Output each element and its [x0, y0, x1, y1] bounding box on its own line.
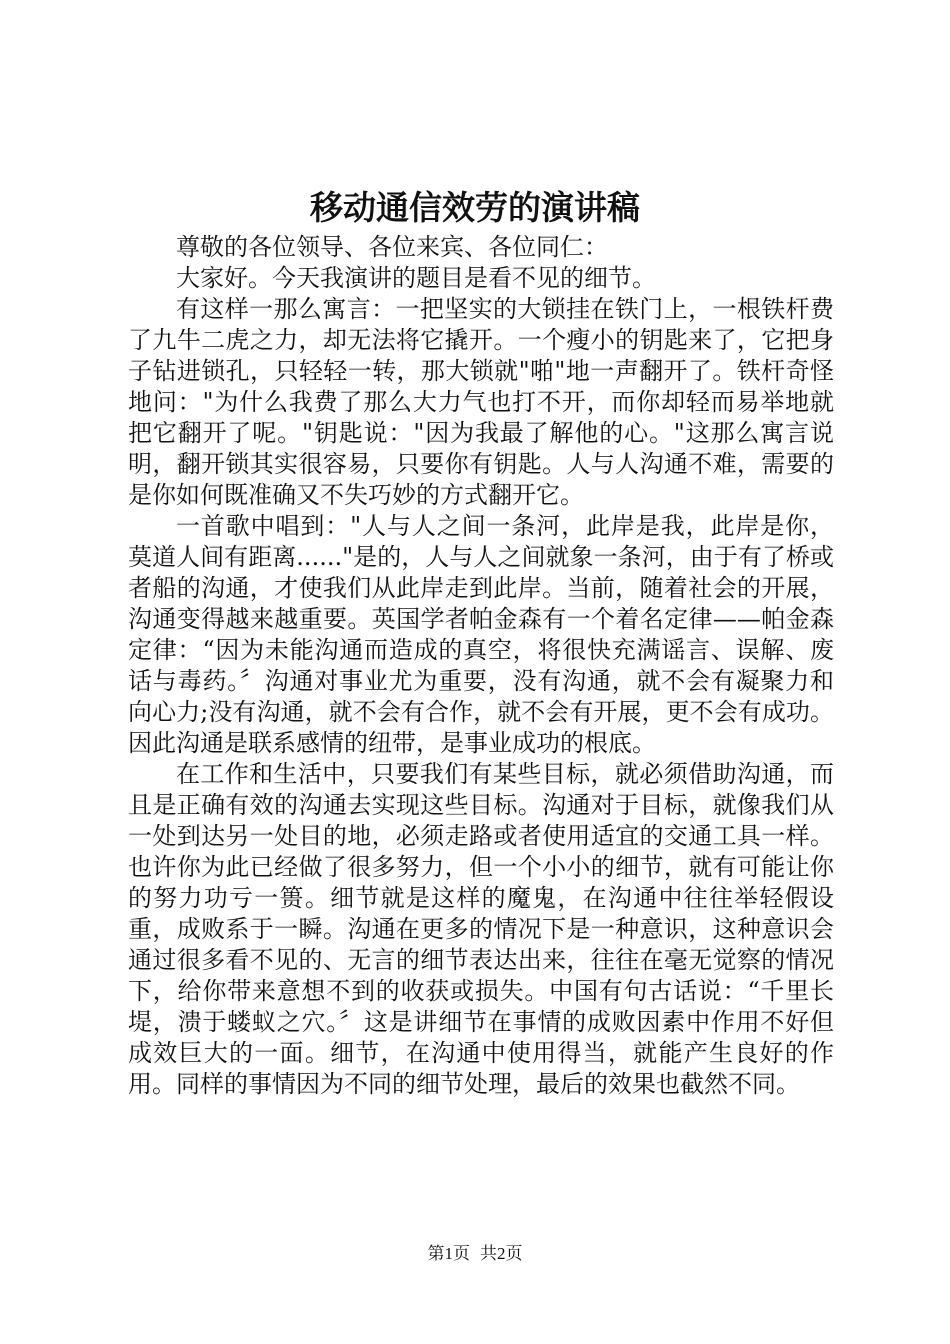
paragraph-intro: 大家好。今天我演讲的题目是看不见的细节。	[176, 264, 656, 292]
paragraph-greeting: 尊敬的各位领导、各位来宾、各位同仁：	[176, 233, 608, 261]
document-body	[128, 232, 834, 1100]
document-title: 移动通信效劳的演讲稿	[310, 188, 640, 227]
paragraph-details: 在工作和生活中，只要我们有某些目标，就必须借助沟通，而且是正确有效的沟通去实现这些目标。沟通对于目标，就像我们从一处到达另一处目的地，必须走路或者使用适宜的交通工具一样。也许你为此已经做了很多努力，但一个小小的细节，就有可能让你的努力功亏一篑。细节就是这样的魔鬼，在沟通中往往举轻假设重，成败系于一瞬。沟通在更多的情况下是一种意识，这种意识会通过很多看不见的、无言的细节表达出来，往往在毫无觉察的情况下，给你带来意想不到的收获或损失。中国有句古话说：“千里长堤，溃于蝼蚁之穴。〞这是讲细节在事情的成败因素中作用不好但成效巨大的一面。细节，在沟通中使用得当，就能产生良好的作用。同样的事情因为不同的细节处理，最后的效果也截然不同。	[128, 760, 834, 1098]
page-footer	[0, 1242, 950, 1266]
page-number: 第1页	[427, 1244, 470, 1263]
page-total: 共2页	[480, 1244, 523, 1263]
paragraph-song: 一首歌中唱到："人与人之间一条河，此岸是我，此岸是你，莫道人间有距离......"是的，人与人之间就象一条河，由于有了桥或者船的沟通，才使我们从此岸走到此岸。当前，随着社会的开展，沟通变得越来越重要。英国学者帕金森有一个着名定律——帕金森定律：“因为未能沟通而造成的真空，将很快充满谣言、误解、废话与毒药。〞沟通对事业尤为重要，没有沟通，就不会有凝聚力和向心力;没有沟通，就不会有合作，就不会有开展，更不会有成功。因此沟通是联系感情的纽带，是事业成功的根底。	[128, 512, 834, 757]
paragraph-fable: 有这样一那么寓言：一把坚实的大锁挂在铁门上，一根铁杆费了九牛二虎之力，却无法将它撬开。一个瘦小的钥匙来了，它把身子钻进锁孔，只轻轻一转，那大锁就"啪"地一声翻开了。铁杆奇怪地问："为什么我费了那么大力气也打不开，而你却轻而易举地就把它翻开了呢。"钥匙说："因为我最了解他的心。"这那么寓言说明，翻开锁其实很容易，只要你有钥匙。人与人沟通不难，需要的是你如何既准确又不失巧妙的方式翻开它。	[128, 295, 834, 509]
